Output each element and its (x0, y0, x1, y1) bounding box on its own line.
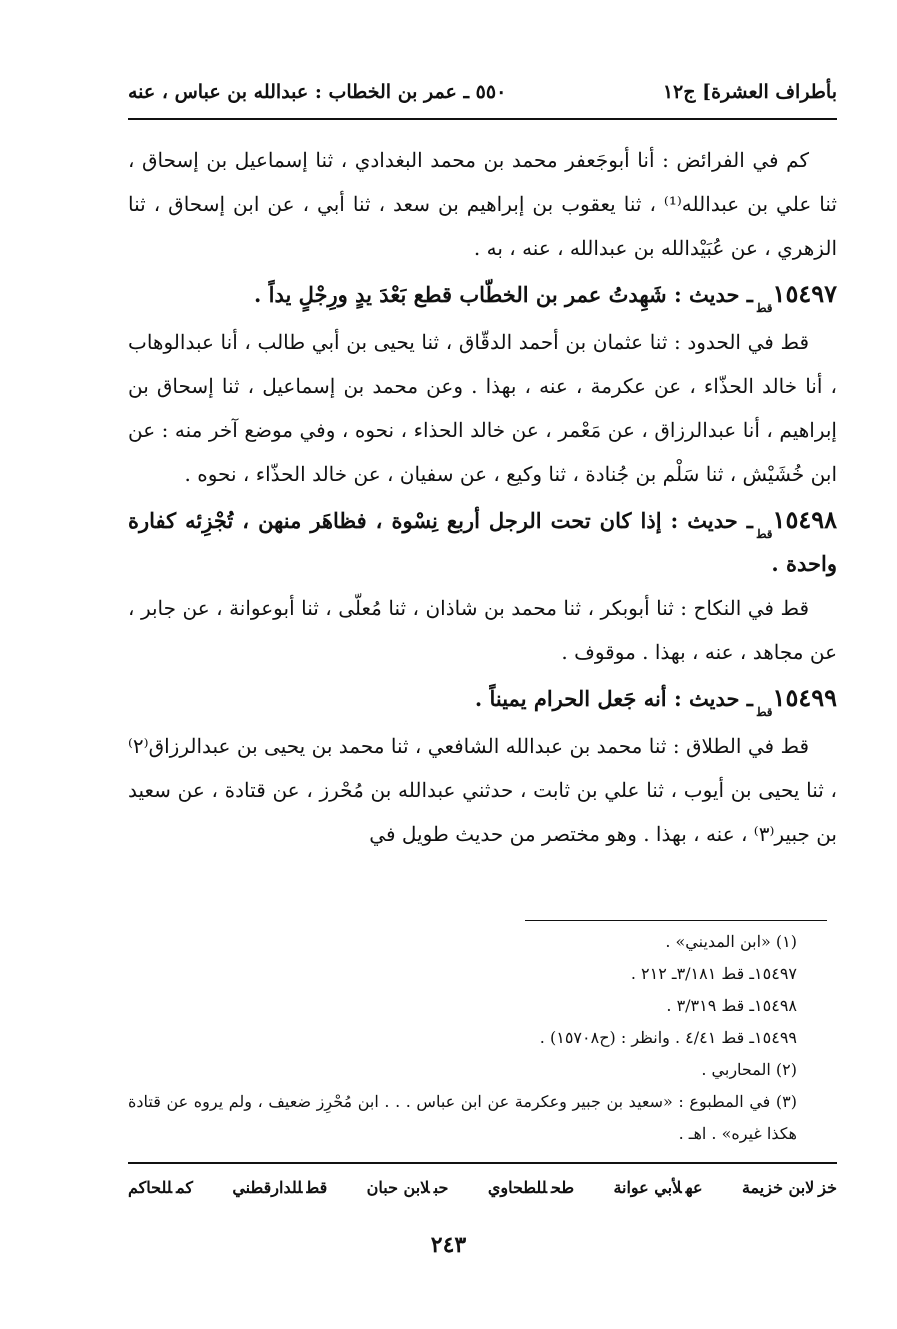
hadith-number: ١٥٤٩٨ (772, 505, 837, 534)
hadith-number: ١٥٤٩٧ (772, 279, 837, 308)
legend-item: كمللحاكم (128, 1178, 193, 1197)
footnote: (١) «ابن المديني» . (665, 932, 797, 951)
legend-item: حبلابن حبان (366, 1178, 449, 1197)
running-header (128, 72, 837, 112)
footnote: ١٥٤٩٨ـ قط ٣/٣١٩ . (666, 996, 797, 1015)
abbreviation-legend (128, 1178, 837, 1197)
hadith-heading (128, 678, 837, 722)
legend-item: طحللطحاوي (487, 1178, 575, 1197)
footnote: ١٥٤٩٧ـ قط ٣/١٨١ـ ٢١٢ . (630, 964, 797, 983)
page-number: ٢٤٣ (430, 1232, 467, 1258)
hadith-heading (128, 500, 837, 584)
paragraph: كم في الفرائض : أنا أبوجَعفر محمد بن محمد البغدادي ، ثنا إسماعيل بن إسحاق ، ثنا علي بن عبدالله⁽¹⁾ ، ثنا يعقوب بن إبراهيم بن سعد ، ثنا أبي ، عن ابن إسحاق ، ثنا الزهري ، عن عُبَيْدالله بن عبدالله ، عنه ، به . (128, 148, 837, 260)
hadith-heading (128, 274, 837, 318)
source-code: قط (756, 301, 773, 315)
footnote: (٢) المحاربي . (701, 1060, 797, 1079)
hadith-text: ـ حديث : شَهِدتُ عمر بن الخطّاب قطع بَعْدَ يدٍ ورِجْلٍ يداً . (254, 282, 753, 307)
footnote-divider (525, 920, 827, 921)
paragraph: قط في الطلاق : ثنا محمد بن عبدالله الشافعي ، ثنا محمد بن يحيى بن عبدالرزاق⁽٢⁾ ، ثنا يحيى بن أيوب ، ثنا علي بن ثابت ، حدثني عبدالله بن مُحْرز ، عن قتادة ، عن سعيد بن جبير⁽٣⁾ ، عنه ، بهذا . وهو مختصر من حديث طويل في (128, 734, 837, 846)
header-divider (128, 118, 837, 120)
footnote: (٣) في المطبوع : «سعيد بن جبير وعكرمة عن ابن عباس . . . ابن مُحْرِز ضعيف ، ولم يروه عن قتادة هكذا غيره» . اهـ . (128, 1092, 797, 1143)
header-volume: بأطراف العشرة] ج١٢ (662, 81, 837, 103)
footer-divider (128, 1162, 837, 1164)
main-text (128, 138, 837, 856)
hadith-text: ـ حديث : إذا كان تحت الرجل أربع نِسْوة ، فظاهَر منهن ، تُجْزِئه كفارة واحدة . (128, 508, 837, 576)
source-code: قط (756, 705, 773, 719)
paragraph: قط في النكاح : ثنا أبوبكر ، ثنا محمد بن شاذان ، ثنا مُعلّى ، ثنا أبوعوانة ، عن جابر ، عن مجاهد ، عنه ، بهذا . موقوف . (128, 596, 837, 664)
legend-item: عهلأبي عوانة (613, 1178, 703, 1197)
legend-item: خزلابن خزيمة (741, 1178, 837, 1197)
footnote: ١٥٤٩٩ـ قط ٤/٤١ . وانظر : (ح١٥٧٠٨) . (539, 1028, 797, 1047)
paragraph: قط في الحدود : ثنا عثمان بن أحمد الدقّاق ، ثنا يحيى بن أبي طالب ، أنا عبدالوهاب ، أنا خالد الحذّاء ، عن عكرمة ، عنه ، بهذا . وعن محمد بن إسماعيل ، ثنا إسحاق بن إبراهيم ، أنا عبدالرزاق ، عن مَعْمر ، عن خالد الحذاء ، نحوه ، وفي موضع آخر منه : عن ابن خُشَيْش ، ثنا سَلْم بن جُنادة ، ثنا وكيع ، عن سفيان ، عن خالد الحذّاء ، نحوه . (128, 330, 837, 486)
source-code: قط (756, 527, 773, 541)
header-chapter: ٥٥٠ ـ عمر بن الخطاب : عبدالله بن عباس ، عنه (128, 81, 507, 103)
hadith-text: ـ حديث : أنه جَعل الحرام يميناً . (474, 686, 753, 711)
footnotes (128, 926, 837, 1150)
hadith-number: ١٥٤٩٩ (772, 683, 837, 712)
legend-item: قطللدارقطني (232, 1178, 328, 1197)
